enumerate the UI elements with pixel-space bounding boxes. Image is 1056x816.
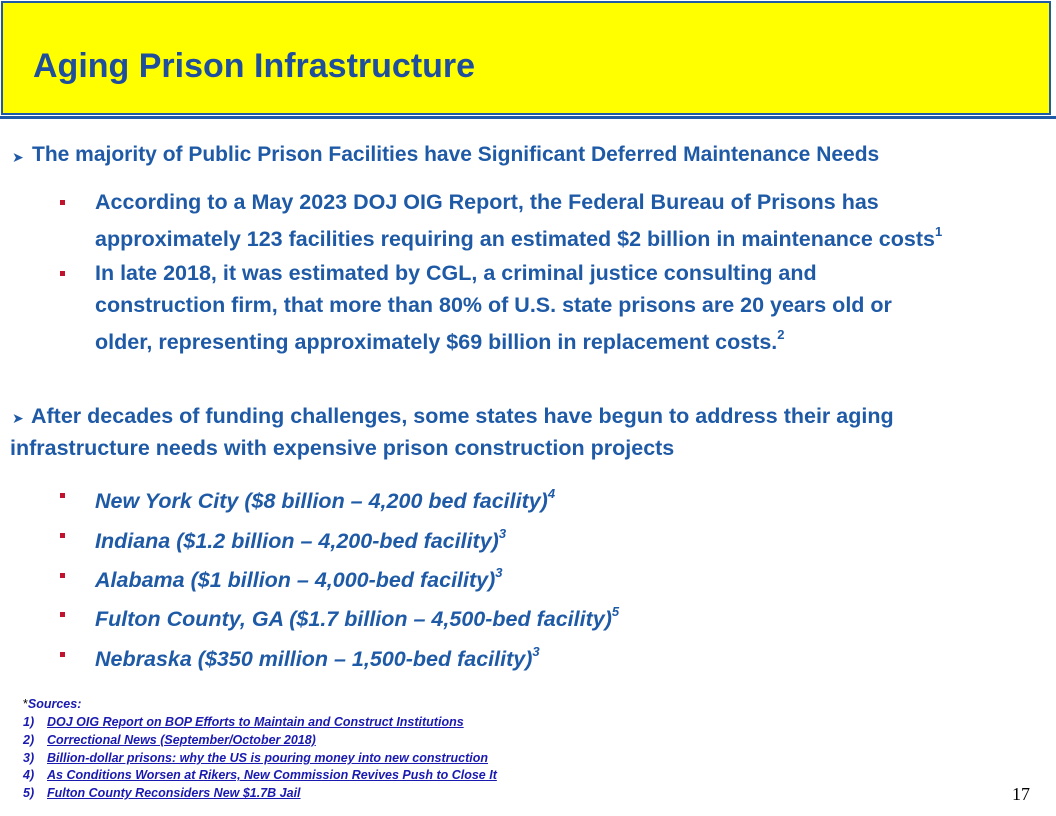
source-link[interactable]: DOJ OIG Report on BOP Efforts to Maintain and Construct Institutions — [47, 715, 464, 729]
square-bullet-icon — [60, 200, 65, 205]
source-item: 2) Correctional News (September/October 2018) — [23, 733, 316, 747]
square-bullet-icon — [60, 271, 65, 276]
section1-heading: The majority of Public Prison Facilities have Significant Deferred Maintenance Needs — [32, 143, 880, 166]
footnote-ref: 3 — [532, 644, 540, 659]
source-item: 5) Fulton County Reconsiders New $1.7B Jail — [23, 786, 301, 800]
source-link[interactable]: As Conditions Worsen at Rikers, New Commission Revives Push to Close It — [47, 768, 497, 782]
arrow-bullet-icon: ➤ — [12, 410, 24, 426]
bullet-line: approximately 123 facilities requiring an estimated $2 billion in maintenance costs$^1$ — [95, 224, 943, 252]
square-bullet-icon — [60, 652, 65, 657]
project-item: Fulton County, GA ($1.7 billion – 4,500-bed facility)$^5$ — [95, 604, 620, 632]
footnote-ref: 2 — [777, 327, 785, 342]
square-bullet-icon — [60, 533, 65, 538]
header-divider — [0, 116, 1056, 119]
footnote-ref: 1 — [934, 224, 943, 239]
page-number: 17 — [1012, 784, 1030, 804]
arrow-bullet-icon: ➤ — [12, 149, 24, 165]
square-bullet-icon — [60, 573, 65, 578]
project-item: Indiana ($1.2 billion – 4,200-bed facility)$^3$ — [95, 526, 507, 554]
source-item: 3) Billion-dollar prisons: why the US is pouring money into new construction — [23, 751, 488, 765]
square-bullet-icon — [60, 493, 65, 498]
footnote-ref: 4 — [547, 486, 556, 501]
source-link[interactable]: Correctional News (September/October 2018) — [47, 733, 316, 747]
sources-label: *Sources: — [23, 697, 82, 711]
project-item: New York City ($8 billion – 4,200 bed facility)$^4$ — [95, 486, 556, 514]
source-link[interactable]: Billion-dollar prisons: why the US is pouring money into new construction — [47, 751, 488, 765]
project-item: Alabama ($1 billion – 4,000-bed facility)$^3$ — [95, 565, 503, 593]
footnote-ref: 5 — [611, 604, 620, 619]
bullet-line: construction firm, that more than 80% of U.S. state prisons are 20 years old or — [95, 293, 892, 317]
footnote-ref: 3 — [498, 526, 507, 541]
bullet-line: According to a May 2023 DOJ OIG Report, the Federal Bureau of Prisons has — [95, 190, 879, 214]
source-item: 4) As Conditions Worsen at Rikers, New Commission Revives Push to Close It — [23, 768, 497, 782]
section2-heading: After decades of funding challenges, some states have begun to address their aging — [31, 404, 894, 428]
bullet-line: older, representing approximately $69 billion in replacement costs.$^2$ — [95, 327, 785, 355]
section2-heading-cont: infrastructure needs with expensive prison construction projects — [10, 436, 675, 460]
square-bullet-icon — [60, 612, 65, 617]
source-link[interactable]: Fulton County Reconsiders New $1.7B Jail — [47, 786, 301, 800]
bullet-line: In late 2018, it was estimated by CGL, a criminal justice consulting and — [95, 261, 817, 285]
footnote-ref: 3 — [495, 565, 503, 580]
project-item: Nebraska ($350 million – 1,500-bed facility)$^3$ — [95, 644, 540, 672]
slide-title: Aging Prison Infrastructure — [33, 47, 476, 85]
source-item: 1) DOJ OIG Report on BOP Efforts to Maintain and Construct Institutions — [23, 715, 464, 729]
